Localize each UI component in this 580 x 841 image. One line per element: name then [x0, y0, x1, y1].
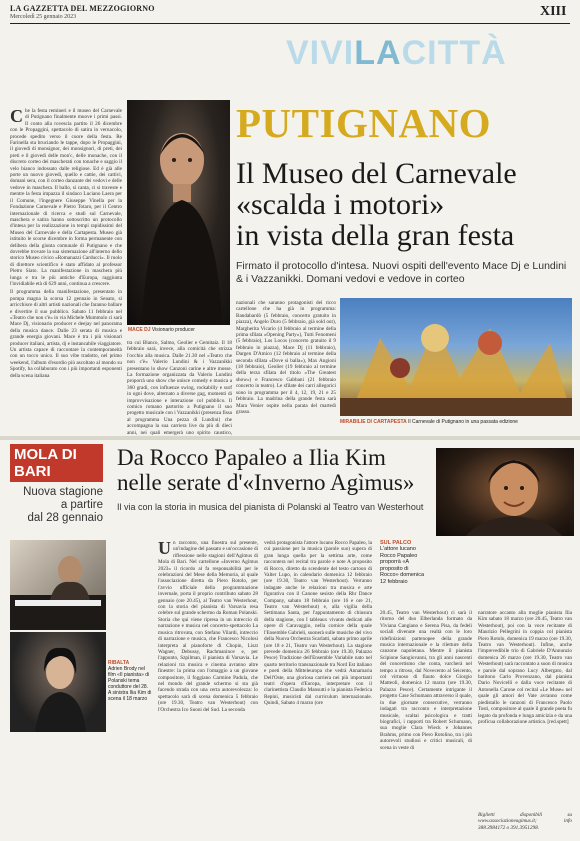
mace-dj-portrait [127, 100, 230, 325]
sul-palco-text: L'attore lucano Rocco Papaleo proporrà «A proposito di Rocco» domenica 12 febbraio [380, 546, 425, 585]
sul-palco-sidebox [380, 540, 428, 586]
section-title-la: LA [354, 34, 402, 72]
story2-ticket-info: Biglietti disponibili su www.associazioneagimus.it; info 388.3984172 o 391.3951298. [478, 812, 572, 831]
story2-headline [117, 445, 447, 495]
mace-dj-caption-text: Visionario producer [151, 327, 195, 333]
section-title-citta: CITTÀ [401, 34, 507, 72]
ilia-kim-photo [10, 632, 106, 732]
ribalta-caption-title: RIBALTA [108, 660, 130, 666]
section-title [286, 34, 507, 73]
story1-headline-line1: Il Museo del Carnevale [236, 157, 517, 190]
story1-city: PUTIGNANO [236, 100, 492, 146]
section-title-vivi: VIVI [286, 34, 355, 72]
story2-kicker-line2: a partire [60, 499, 103, 511]
story2-headline-line2: nelle serate d'«Inverno Agìmus» [117, 470, 415, 495]
masthead-rule [10, 23, 570, 24]
story1-col1-text: he la festa remineri e il museo del Carnevale di Putignano finalmente muove i primi passi. Il conto alla rovescia partito il 26 dicembre con le Propaggini, spettacolo di satira in vernacolo, procede spedito verso il cuore della festa. Re Farinella sta bruciando le tappe, dopo le Propaggini, il giovedì di monsignor, dei monsignori, di preti, dei preti e il giovedì delle mon'c, delle monache, con il discreto corteo dei mascherati con tonache e saggio il velo bianco indossato dalle religiose. Ed è già alle porte un nuovo giovedì, quello e cattie, dei cattivi, domani sera, con il corteo danzante dei vedovi e delle vedove in maschera. Il ballo, si canta, ci si traveste e mentre la festa impazza il sindaco Luciano Laera per il Comune, l'ingegnere Giuseppe Vinella per la Fondazione Carnevale e Pietro Totaro, per il Centro internazionale di ricerca e studi sul Carnevale, maschera e satira hanno sottoscritto un protocollo d'intesa per la realizzazione in tempi rapidissimi del Museo del Carnevale e della Cartapesta. Museo già istituito le scorse dicembre in forma permanente con delibera della giunta comunale di Putignano e che dovrebbe trovare la sua sistemazione all'interno dello storico Museo civico «Romanazzi Carducci». Il ruolo di direttore scientifico è stato affidato al professor Pietro Siato. La manifestazione in maschera più lunga e tra le più antiche d'Europa, raggiunta l'invidiabile età di 629 anni, continua a crescere. [10, 108, 122, 287]
story2-column-2: vedrà protagonista l'attore lucano Rocco Papaleo, la cui passione per la musica (parole suo) supera di gran lunga quella per la settima arte, come raccontera nel recital tra parole e note A proposito di Rocco, diretto da scendente del testo cartoon di Valter Lupo, in calendario domenica 12 febbraio (ore 19.30, Teatro van Westerhout). Verranno indagate anche le relazioni tra musica e arte figurativa con il Canone sesisto della Rhr Dance Company, sabato 18 febbraio (ore 16 e ore 21, Teatro van Westerhout) e, alla vigilia della Settimana Santa, per l'appuntamento di chiusura della stagione, con I tableaux vivants dedicati alle opere di Caravaggio, nella cornice della quale l'Ensemble Gabrieli, suonerà sulle musiche del vivo della Nuova Orchestra Scarlatti, sabato primo aprile (ore 18 e 21, Teatro van Westerhout). La stagione prevede domenica 26 febbraio (ore 19.30, Palazzo Pesce) Tradizione dell'Ensemble Variabile nato nel quarto territorio transnazionale tra Nord Est italiano e poeti della Mitteleuropa che vedrà Annamaria Dell'Oste, una gloriosa carriera nei più importanti teatri d'opera d'Europa, interpretare con il clarinettista Claudio Mansutti e la pianista Federica Repini, musicisti dal curriculum internazionale. Quindi, Sabato 4 marzo (ore [264, 540, 372, 707]
ribalta-caption [108, 660, 152, 702]
story2-column-4: narratore accanto alla moglie pianista Ilia Kim sabato 18 marzo (ore 20.45, Teatro van Westerhout), poi con la voce recitante di Maurizio Pellegrini in coppia col pianista Piero Rotolo, domenica 19 marzo (ore 19.30, Teatro van Westerhout). Infine, anche l'imprevedibile trio di Gabriele D'Annunzio domenica 26 marzo (ore 19.30, Teatro van Westerhout) sarà raccontato a suon di musica e parole dal soprano Lucy Albergato, dal baritono Carlo Provenzano, dal pianista Dario Novicelli e dalla voce recitante di Antonella Carone col recital «Le Muse» nel quale gli amori del Vate avranno come piedistallo le canzoni di Francesco Paolo Tosti, compositore al quale il grande poeta fu legato da profonda e lunga amicizia e da una proficua collaborazione artistica. [red.spett] [478, 610, 572, 725]
newspaper-name: LA GAZZETTA DEL MEZZOGIORNO [10, 4, 155, 13]
carnival-caption-text: Il Carnevale di Putignano in una passata edizione [408, 419, 518, 425]
story1-deck: Firmato il protocollo d'intesa. Nuovi ospiti dell'evento Mace Dj e Lundini & i Vazzanikki. Domani vedovi e vedove in corteo [236, 260, 567, 285]
mace-dj-photo [127, 100, 230, 325]
story2-deck: Il via con la storia in musica del pianista di Polanski al Teatro van Westerhout [117, 502, 424, 512]
story1-col1b-text: Il programma della manifestazione, presentato in pompa magna la scorsa 12 gennaio in Senato, si arricchisce di altri artisti nazionali che faranno ballare e divertire il suo pubblico. Sabato 11 febbraio nel «Teatro che non c'è» in via Michele Mummolo ci sarà Mace Dj, visionario producer e deejay nel panorama della musica dance. Dalle 23 serata di musica e grande energia giovani. Mace è tra i più visionari producer italiani, artista, dj e instancabile viaggiatore. Un artista capace di raccontare la contemporaneità con un tocco unico. Il suo vibe tradotto, nel primo weekend, l'album d'esordio più ascoltato al mondo su Spotify, ha collaborato con i più importanti esponenti della scena italiana [10, 289, 122, 379]
rocco-papaleo-photo [436, 448, 574, 536]
mace-dj-caption [128, 327, 195, 333]
story2-dropcap: U [158, 540, 171, 558]
story-divider [0, 436, 580, 440]
mace-dj-caption-name: MACE DJ [128, 327, 151, 333]
carnival-float-art [340, 298, 572, 416]
carnival-float-photo [340, 298, 572, 416]
sul-palco-title: SUL PALCO [380, 540, 412, 546]
story1-headline [236, 158, 576, 251]
story2-column-1 [158, 540, 258, 832]
story1-headline-line2: «scalda i motori» [236, 188, 445, 221]
story2-kicker-line3: dal 28 gennaio [27, 512, 103, 524]
carnival-photo-caption [340, 419, 518, 425]
carnival-caption-name: MIRABILIE DI CARTAPESTA [340, 419, 407, 425]
ribalta-caption-text: Adrien Brody nel film «Il pianista» di Polanski tema conduttore del 28. A sinistra Ilia Kim di scena il 18 marzo [108, 666, 152, 702]
pianist-film-art [10, 540, 106, 630]
ilia-kim-portrait [10, 632, 106, 732]
story1-column-3: nazionali che saranno protagonisti del ricco cartellone che ha già in programma: Bandabardò (5 febbraio, concerto gratuito in piazza), Angelo Duro (5 febbraio, già sold out), Margherita Vicario (4 febbraio al termine della prima sfilata «Opening Party»), Tutti Fenomeni (5 febbraio), Los Locos (concerto gratuito il 9 febbraio in piazza), Mace Dj (11 febbraio), Dargen D'Amico (12 febbraio al termine della seconda sfilata «Dove si balla»), Max Angioni (18 febbraio), Geolier (19 febbraio al termine della terza sfilata del titolo «The Greatest show») e Francesco Gabbani (21 febbraio concerto in teatro). Le sfilate dei carri allegorici sono in programma per il 4, 12, 19, 21 e 25 febbraio. La madrina della grande festa sarà Mara Venier ospite nella parata del martedì grasso. [236, 300, 336, 415]
issue-date: Mercoledì 25 gennaio 2023 [10, 14, 77, 20]
pianist-film-photo [10, 540, 106, 630]
story1-dropcap: C [10, 108, 23, 126]
story2-kicker [10, 444, 103, 534]
rocco-papaleo-portrait [436, 448, 574, 536]
story2-column-3: 20.45, Teatro van Westerhout) ci sarà il ritorno del duo Elberlanda formato da Viviana Cangiano e Serena Pisa, da fedeli sociali divenute una realtà con le loro ridefinizioni partenopee della grande musica internazionale e la riletture della canzone napoletana. Mentre il pianista Scipione Sangiovanni, tra gli anni nascenti del concertismo che conta, varcherà nel tempo a ritroso, dal Novecento al Seicento, col virtuoso di flauto dolce Giorgio Matteoli, domenica 12 marzo (ore 19.30, Palazzo Pesce). Certamente intrigante il progetto Case Schumann attraverso il quale, in due giornate consecutive, verranno indagati tra racconto e interpretazione musicale, scaltai psicologica e tratti biografici, i rapporti tra Robert Schumann, sua moglie Clara Wieck e Johannes Brahms, primo con Piero Rotolino, tra i più autorevoli studiosi e critici musicali, di scena in veste di [380, 610, 472, 751]
story2-kicker-text [10, 486, 103, 525]
story1-column-2: tra cui Blanco, Salmo, Geolier e Gemitaiz. Il 18 febbraio sarà, invece, alla comicità che strizza l'occhio alla musica. Dalle 21.30 nel «Teatro che non c'è» Valerio Lundini & i Vazzanikki presentano lo show Canzoni carine e altre mosse. La formazione organizzata da Valerio Lundini proporrà uno show che unisce comedy e musica a 360 gradi, con influenze swing, rockabilly e surf in ogni dove, alternato a diverse gag, momenti di improvvisazione e interazione col pubblico. Il comico romano partorito a Putignano il suo progetto musicale con i Vazzanikki (presenza fissa al programma Una pezza di Lundini) che accompagna la sua carriera live da più di dieci anni, nei quali emergerà uno spirito caustico, [127, 340, 232, 436]
story2-kicker-line1: Nuova stagione [23, 486, 103, 498]
story2-col1-text: n racconto, una finestra sul presente, un'indagine del passato e un'occasione di riflessione nelle stagioni dell'Agìmus di Mola di Bari. Nel cartellone «Inverno Agìmus 2023» il ricordo al fa responsabilità per le celebrazioni del Mese della Memoria, al quale l'associazione diretta da Piero Rotolo, per l'avvio ufficiale della programmazione invernale, porta il proprio contributo sabato 28 gennaio (ore 20.45), al Teatro van Westerhout, con la storia del pianista di Varsavia resa celebre sul grande schermo da Roman Polanski. Storia che qui viene ripresa in un intreccio di narrazione e musica nel concerto-spettacolo La musica ritrovata, con Stefano Vilardi, intreccio di narrazione e musica, che Francesco Nicolosi interpreta al pianoforte di Chopin, Liszt Wagner, Debussy, Rachmaninov e, per l'appunto, Szpilman, il pianista di Varsavia. Le relazioni tra musica e cinema avranno altre finestre: la prima con l'omaggio a un giovane compositore, il foggiano Carmine Padula, che nel mondo del grande schermo si sta già facendo strada con una certa autorevolezza: lo spettacolo sarà di scena domenica 5 febbraio (ore 19.30, Teatro van Westerhout) con l'Orchestra Ico Suoni del Sud. La seconda [158, 540, 258, 713]
story1-headline-line3: in vista della gran festa [236, 219, 515, 252]
story1-column-1 [10, 108, 122, 436]
story2-headline-line1: Da Rocco Papaleo a Ilia Kim [117, 445, 386, 470]
page-number: XIII [540, 4, 567, 19]
story2-kicker-city: MOLA DI BARI [10, 444, 103, 482]
